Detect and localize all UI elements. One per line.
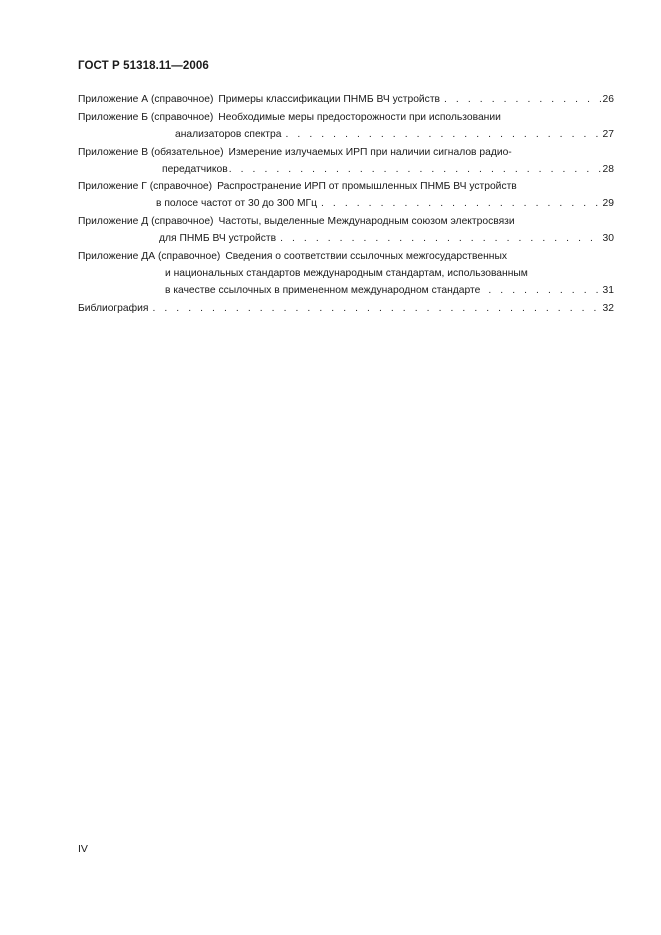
toc-entry-title: Сведения о соответствии ссылочных межгосударственных [225,250,507,262]
toc-leader-dots [444,91,602,108]
toc-line [78,126,614,143]
toc-leader-dots [152,300,601,317]
toc-leader-dots [488,282,601,299]
toc-entry-appendix-g[interactable] [78,178,614,212]
toc-entry-appendix-a[interactable] [78,91,614,108]
toc-line [78,265,614,282]
toc-entry-appendix-v[interactable] [78,144,614,178]
toc-entry-title: Частоты, выделенные Международным союзом электросвязи [218,216,515,228]
toc-entry-label: Приложение В (обязательное) [78,146,224,158]
table-of-contents [78,91,614,318]
standard-designation: ГОСТ Р 51318.11—2006 [78,60,209,72]
toc-leader-dots [229,161,602,178]
toc-entry-title-continuation: и национальных стандартов международным стандартам, использованным [165,267,528,279]
toc-entry-title: Необходимые меры предосторожности при использовании [218,111,501,123]
toc-line [78,230,614,247]
toc-leader-dots [321,195,602,212]
toc-entry-label: Приложение А (справочное) [78,94,214,105]
toc-entry-label: Приложение ДА (справочное) [78,250,221,262]
toc-entry-title: Примеры классификации ПНМБ ВЧ устройств [218,94,441,105]
toc-page-number: 30 [602,233,614,245]
toc-entry-label: Приложение Д (справочное) [78,216,214,228]
toc-line [78,248,614,265]
toc-entry-appendix-d[interactable] [78,213,614,247]
toc-line [78,213,614,230]
toc-page-number: 32 [602,302,614,314]
toc-line [78,109,614,126]
toc-line [78,91,614,108]
toc-page-number: 28 [602,163,614,175]
toc-entry-label: Приложение Г (справочное) [78,181,213,193]
toc-entry-bibliography[interactable] [78,300,614,317]
toc-entry-title-continuation: передатчиков [162,163,228,175]
toc-page-number: 26 [602,94,614,105]
toc-page-number: 31 [602,284,614,296]
toc-page-number: 27 [602,128,614,140]
toc-entry-appendix-b[interactable] [78,109,614,143]
toc-line [78,300,614,317]
toc-entry-label: Приложение Б (справочное) [78,111,214,123]
toc-entry-title-continuation: в качестве ссылочных в примененном международном стандарте [165,284,481,296]
toc-entry-appendix-da[interactable] [78,248,614,299]
toc-leader-dots [285,126,601,143]
toc-entry-label: Библиография [78,302,149,314]
toc-line [78,195,614,212]
toc-line [78,144,614,161]
toc-line [78,282,614,299]
toc-entry-title-continuation: для ПНМБ ВЧ устройств [159,233,277,245]
toc-entry-title: Распространение ИРП от промышленных ПНМБ ВЧ устройств [217,181,517,193]
toc-entry-title: Измерение излучаемых ИРП при наличии сигналов радио- [228,146,512,158]
toc-line [78,178,614,195]
toc-page-number: 29 [602,198,614,210]
toc-entry-title-continuation: в полосе частот от 30 до 300 МГц [156,198,317,210]
toc-leader-dots [280,230,601,247]
toc-line [78,161,614,178]
page-number: IV [78,843,88,855]
toc-entry-title-continuation: анализаторов спектра [175,128,282,140]
